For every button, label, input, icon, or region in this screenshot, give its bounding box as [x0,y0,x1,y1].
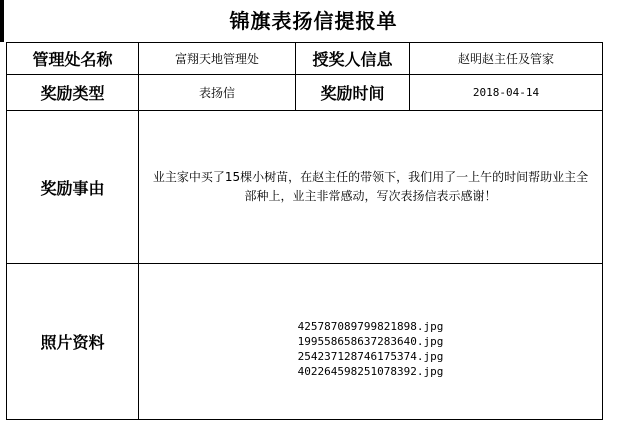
award-recipient-label: 授奖人信息 [296,43,410,75]
award-recipient-value[interactable]: 赵明赵主任及管家 [410,43,603,75]
award-reason-cell[interactable] [139,111,603,264]
photos-label: 照片资料 [7,264,139,420]
form-row-type [7,75,603,111]
award-reason-label: 奖励事由 [7,111,139,264]
photo-file-name[interactable]: 254237128746175374.jpg [297,349,444,363]
photo-file-list [139,305,602,379]
form-title: 锦旗表扬信提报单 [229,9,398,33]
award-time-label: 奖励时间 [296,75,410,111]
award-time-value[interactable]: 2018-04-14 [410,75,603,111]
award-reason-value: 业主家中买了15棵小树苗，在赵主任的带领下，我们用了一上午的时间帮助业主全部种上，业主非常感动，写次表扬信表示感谢！ [152,170,589,203]
form-row-reason [7,111,603,264]
photo-file-name[interactable]: 402264598251078392.jpg [297,364,444,378]
award-type-label: 奖励类型 [7,75,139,111]
form-row-office [7,43,603,75]
property-office-value[interactable]: 富翔天地管理处 [139,43,296,75]
photo-file-name[interactable]: 425787089799821898.jpg [297,319,444,333]
form-row-photos [7,264,603,420]
property-office-label: 管理处名称 [7,43,139,75]
award-form-table [6,42,603,420]
photo-file-name[interactable]: 199558658637283640.jpg [297,334,444,348]
award-type-value[interactable]: 表扬信 [139,75,296,111]
photos-cell[interactable] [139,264,603,420]
